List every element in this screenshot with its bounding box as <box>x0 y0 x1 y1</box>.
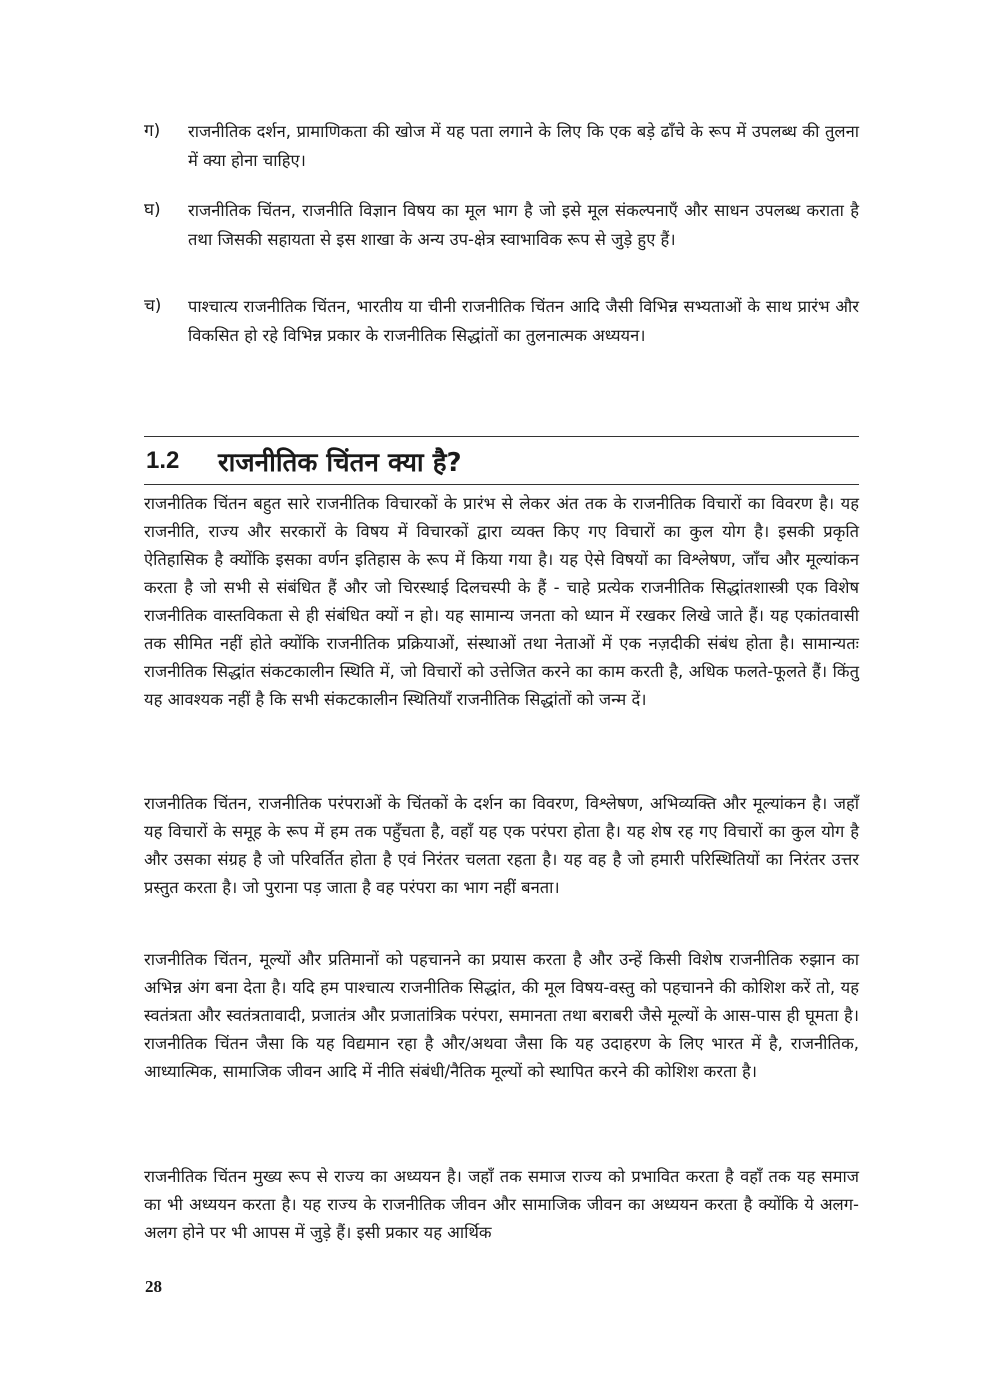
section-number: 1.2 <box>146 447 180 474</box>
list-item-cha <box>144 292 859 350</box>
paragraph-1: राजनीतिक चिंतन बहुत सारे राजनीतिक विचारकों के प्रारंभ से लेकर अंत तक के राजनीतिक विचारों का विवरण है। यह राजनीति, राज्य और सरकारों के विषय में विचारकों द्वारा व्यक्त किए गए विचारों का कुल योग है। इसकी प्रकृति ऐतिहासिक है क्योंकि इसका वर्णन इतिहास के रूप में किया गया है। यह ऐसे विषयों का विश्लेषण, जाँच और मूल्यांकन करता है जो सभी से संबंधित हैं और जो चिरस्थाई दिलचस्पी के हैं - चाहे प्रत्येक राजनीतिक सिद्धांतशास्त्री एक विशेष राजनीतिक वास्तविकता से ही संबंधित क्यों न हो। यह सामान्य जनता को ध्यान में रखकर लिखे जाते हैं। यह एकांतवासी तक सीमित नहीं होते क्योंकि राजनीतिक प्रक्रियाओं, संस्थाओं तथा नेताओं में एक नज़दीकी संबंध होता है। सामान्यतः राजनीतिक सिद्धांत संकटकालीन स्थिति में, जो विचारों को उत्तेजित करने का काम करती है, अधिक फलते-फूलते हैं। किंतु यह आवश्यक नहीं है कि सभी संकटकालीन स्थितियाँ राजनीतिक सिद्धांतों को जन्म दें। <box>144 494 859 709</box>
paragraph-4: राजनीतिक चिंतन मुख्य रूप से राज्य का अध्ययन है। जहाँ तक समाज राज्य को प्रभावित करता है वहाँ तक यह समाज का भी अध्ययन करता है। यह राज्य के राजनीतिक जीवन और सामाजिक जीवन का अध्ययन करता है क्योंकि ये अलग-अलग होने पर भी आपस में जुड़े हैं। इसी प्रकार यह आर्थिक <box>144 1167 859 1242</box>
list-item-text: राजनीतिक दर्शन, प्रामाणिकता की खोज में यह पता लगाने के लिए कि एक बड़े ढाँचे के रूप में उपलब्ध की तुलना में क्या होना चाहिए। <box>188 122 859 170</box>
list-item-text: राजनीतिक चिंतन, राजनीति विज्ञान विषय का मूल भाग है जो इसे मूल संकल्पनाएँ और साधन उपलब्ध कराता है तथा जिसकी सहायता से इस शाखा के अन्य उप-क्षेत्र स्वाभाविक रूप से जुड़े हुए हैं। <box>188 201 859 249</box>
list-marker: च) <box>144 296 162 316</box>
list-marker: घ) <box>144 200 161 220</box>
list-item-ga <box>144 117 859 175</box>
section-bottom-rule <box>144 484 859 485</box>
list-item-text: पाश्चात्य राजनीतिक चिंतन, भारतीय या चीनी राजनीतिक चिंतन आदि जैसी विभिन्न सभ्यताओं के साथ प्रारंभ और विकसित हो रहे विभिन्न प्रकार के राजनीतिक सिद्धांतों का तुलनात्मक अध्ययन। <box>188 297 859 345</box>
paragraph-3: राजनीतिक चिंतन, मूल्यों और प्रतिमानों को पहचानने का प्रयास करता है और उन्हें किसी विशेष राजनीतिक रुझान का अभिन्न अंग बना देता है। यदि हम पाश्चात्य राजनीतिक सिद्धांत, की मूल विषय-वस्तु को पहचानने की कोशिश करें तो, यह स्वतंत्रता और स्वतंत्रतावादी, प्रजातंत्र और प्रजातांत्रिक परंपरा, समानता तथा बराबरी जैसे मूल्यों के आस-पास ही घूमता है। राजनीतिक चिंतन जैसा कि यह विद्यमान रहा है और/अथवा जैसा कि यह उदाहरण के लिए भारत में है, राजनीतिक, आध्यात्मिक, सामाजिक जीवन आदि में नीति संबंधी/नैतिक मूल्यों को स्थापित करने की कोशिश करता है। <box>144 950 859 1081</box>
section-heading <box>146 441 859 481</box>
paragraph-2: राजनीतिक चिंतन, राजनीतिक परंपराओं के चिंतकों के दर्शन का विवरण, विश्लेषण, अभिव्यक्ति और मूल्यांकन है। जहाँ यह विचारों के समूह के रूप में हम तक पहुँचता है, वहाँ यह एक परंपरा होता है। यह शेष रह गए विचारों का कुल योग है और उसका संग्रह है जो परिवर्तित होता है एवं निरंतर चलता रहता है। यह वह है जो हमारी परिस्थितियों का निरंतर उत्तर प्रस्तुत करता है। जो पुराना पड़ जाता है वह परंपरा का भाग नहीं बनता। <box>144 794 859 897</box>
list-item-gha <box>144 196 859 254</box>
list-marker: ग) <box>144 121 161 141</box>
page-number: 28 <box>145 1277 162 1296</box>
section-top-rule <box>144 436 859 437</box>
section-title: राजनीतिक चिंतन क्या है? <box>218 448 462 478</box>
